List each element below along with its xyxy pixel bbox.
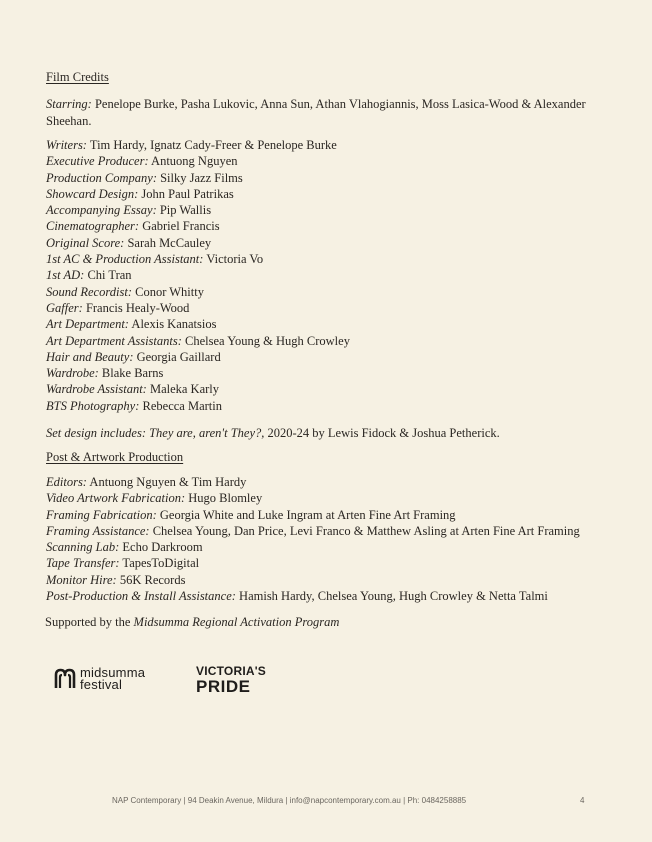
- credit-role: Cinematographer:: [46, 219, 140, 234]
- credit-role: Showcard Design:: [46, 186, 139, 201]
- credit-name: Chelsea Young & Hugh Crowley: [181, 333, 350, 348]
- credit-name: Chelsea Young, Dan Price, Levi Franco & Matthew Asling at Arten Fine Art Framing: [149, 523, 580, 538]
- credit-role: 1st AC & Production Assistant:: [46, 252, 204, 267]
- credit-name: Francis Healy-Wood: [82, 300, 190, 315]
- starring-names: Penelope Burke, Pasha Lukovic, Anna Sun, Athan Vlahogiannis, Moss Lasica-Wood & Alexander Sheehan.: [46, 97, 586, 128]
- credit-row: [46, 555, 580, 571]
- credit-role: Video Artwork Fabrication:: [46, 491, 186, 506]
- credit-row: [46, 170, 350, 186]
- credit-name: Hamish Hardy, Chelsea Young, Hugh Crowley & Netta Talmi: [235, 589, 548, 604]
- credit-name: Maleka Karly: [146, 382, 220, 397]
- credit-row: [46, 572, 580, 588]
- post-production-heading: Post & Artwork Production: [46, 450, 184, 464]
- credit-name: Antuong Nguyen: [148, 154, 238, 169]
- credit-role: Sound Recordist:: [46, 284, 132, 299]
- credit-role: Wardrobe Assistant:: [46, 382, 147, 397]
- credit-name: Pip Wallis: [156, 203, 212, 218]
- credit-row: [46, 507, 580, 523]
- credit-row: [46, 490, 580, 506]
- credit-role: Accompanying Essay:: [46, 203, 157, 218]
- credit-row: [46, 218, 350, 234]
- midsumma-mark-icon: [54, 668, 76, 690]
- credit-row: [46, 333, 350, 349]
- credit-role: Gaffer:: [46, 300, 83, 315]
- credit-row: [46, 539, 580, 555]
- credit-role: Original Score:: [46, 235, 125, 250]
- credit-name: Gabriel Francis: [139, 219, 220, 234]
- credit-name: Antuong Nguyen & Tim Hardy: [86, 475, 247, 489]
- credit-row: [46, 474, 580, 490]
- credit-role: Art Department:: [46, 317, 129, 332]
- credit-name: Victoria Vo: [203, 252, 264, 267]
- credit-name: Sarah McCauley: [124, 235, 212, 250]
- starring-paragraph: [46, 96, 611, 129]
- credit-row: [46, 349, 350, 365]
- supported-text: Supported by the: [45, 615, 134, 629]
- credit-row: [46, 588, 580, 604]
- credit-role: BTS Photography:: [46, 398, 140, 413]
- credit-name: Alexis Kanatsios: [128, 317, 217, 332]
- credit-name: Georgia Gaillard: [133, 349, 221, 364]
- credit-row: [46, 316, 350, 332]
- credit-role: Monitor Hire:: [46, 572, 117, 587]
- midsumma-logo-line1: midsumma: [80, 665, 146, 680]
- credit-role: Wardrobe:: [46, 366, 99, 381]
- victorias-pride-line1: VICTORIA'S: [196, 664, 266, 678]
- credit-name: Conor Whitty: [131, 284, 204, 299]
- credit-name: Georgia White and Luke Ingram at Arten Fine Art Framing: [156, 507, 456, 522]
- credit-name: TapesToDigital: [119, 556, 200, 571]
- credit-role: Production Company:: [46, 170, 157, 185]
- credit-name: John Paul Patrikas: [138, 186, 234, 201]
- credit-name: Echo Darkroom: [119, 540, 203, 555]
- credit-name: Tim Hardy, Ignatz Cady-Freer & Penelope Burke: [86, 138, 337, 152]
- credit-role: Hair and Beauty:: [46, 349, 134, 364]
- set-design-text: 2020-24 by Lewis Fidock & Joshua Petherick.: [264, 426, 500, 440]
- credit-row: [46, 202, 350, 218]
- credit-role: Tape Transfer:: [46, 556, 120, 571]
- credit-name: Chi Tran: [84, 268, 132, 283]
- credit-row: [46, 381, 350, 397]
- credit-role: Framing Fabrication:: [46, 507, 157, 522]
- film-credits-list: [46, 137, 350, 414]
- midsumma-logo-line2: festival: [80, 677, 123, 692]
- set-design-italic: Set design includes: They are, aren't They?,: [46, 426, 265, 440]
- credit-name: Silky Jazz Films: [156, 170, 243, 185]
- credit-role: Post-Production & Install Assistance:: [46, 589, 236, 604]
- credit-row: [46, 137, 350, 153]
- film-credits-heading: Film Credits: [46, 70, 109, 84]
- supported-by-line: [45, 614, 610, 631]
- credit-role: Writers:: [46, 138, 87, 152]
- credit-role: 1st AD:: [46, 268, 85, 283]
- midsumma-logo: [54, 667, 145, 691]
- credit-row: [46, 523, 580, 539]
- credit-role: Scanning Lab:: [46, 540, 120, 555]
- post-production-list: [46, 474, 580, 604]
- credit-name: 56K Records: [116, 572, 186, 587]
- credit-name: Blake Barns: [98, 366, 164, 381]
- credit-row: [46, 251, 350, 267]
- credit-name: Rebecca Martin: [139, 398, 223, 413]
- credit-role: Art Department Assistants:: [46, 333, 182, 348]
- credit-row: [46, 186, 350, 202]
- credit-row: [46, 398, 350, 414]
- footer-contact: NAP Contemporary | 94 Deakin Avenue, Mildura | info@napcontemporary.com.au | Ph: 0484258885: [112, 796, 467, 805]
- credit-row: [46, 235, 350, 251]
- credit-role: Framing Assistance:: [46, 523, 150, 538]
- victorias-pride-line2: PRIDE: [196, 677, 251, 696]
- starring-label: Starring:: [46, 97, 92, 111]
- supported-program: Midsumma Regional Activation Program: [133, 615, 340, 629]
- page-number: 4: [580, 796, 585, 805]
- credit-role: Editors:: [46, 475, 87, 489]
- credit-row: [46, 267, 350, 283]
- victorias-pride-logo: [196, 665, 266, 695]
- credit-role: Executive Producer:: [46, 154, 149, 169]
- set-design-note: [46, 425, 611, 442]
- credit-row: [46, 284, 350, 300]
- credit-name: Hugo Blomley: [185, 491, 263, 506]
- credit-row: [46, 153, 350, 169]
- credit-row: [46, 300, 350, 316]
- credit-row: [46, 365, 350, 381]
